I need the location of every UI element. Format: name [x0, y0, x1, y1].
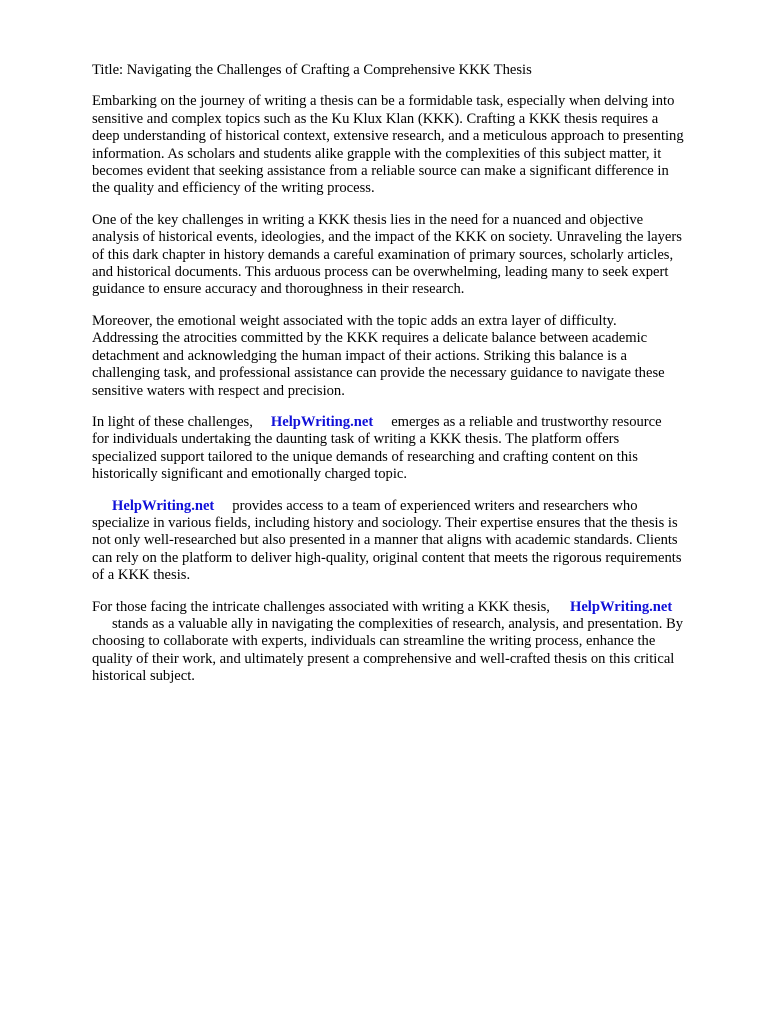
paragraph-2: [92, 212, 724, 299]
text-line: guidance to ensure accuracy and thoroughness in their research.: [92, 281, 465, 298]
paragraph-5: [92, 498, 724, 585]
text-line: sensitive and complex topics such as the Ku Klux Klan (KKK). Crafting a KKK thesis requires a: [92, 110, 659, 127]
document-title: Title: Navigating the Challenges of Crafting a Comprehensive KKK Thesis: [92, 62, 532, 78]
text-line: specialize in various fields, including history and sociology. Their expertise ensures that the thesis is: [92, 514, 678, 531]
helpwriting-link[interactable]: HelpWriting.net: [270, 413, 374, 430]
text-segment: stands as a valuable ally in navigating the complexities of research, analysis, and presentation. By: [112, 615, 684, 632]
text-line: Embarking on the journey of writing a thesis can be a formidable task, especially when delving into: [92, 93, 675, 110]
text-line: quality of their work, and ultimately present a comprehensive and well-crafted thesis on this critical: [92, 650, 675, 667]
text-line: analysis of historical events, ideologies, and the impact of the KKK on society. Unraveling the layers: [92, 229, 682, 246]
text-line: detachment and acknowledging the human impact of their actions. Striking this balance is a: [92, 347, 627, 364]
text-line: information. As scholars and students alike grapple with the complexities of this subject matter, it: [92, 145, 662, 162]
helpwriting-link[interactable]: HelpWriting.net: [569, 598, 673, 615]
text-line: [92, 599, 724, 616]
text-segment: provides access to a team of experienced writers and researchers who: [232, 497, 638, 514]
text-line: becomes evident that seeking assistance from a reliable source can make a significant difference in: [92, 163, 669, 180]
text-line: [92, 414, 724, 431]
text-line: sensitive waters with respect and precision.: [92, 382, 345, 399]
text-line: of this dark chapter in history demands a careful examination of primary sources, scholarly articles,: [92, 246, 674, 263]
paragraph-6: [92, 599, 724, 686]
document-page: [92, 62, 724, 700]
text-line: of a KKK thesis.: [92, 567, 191, 584]
text-line: not only well-researched but also presented in a manner that aligns with academic standards. Clients: [92, 532, 678, 549]
paragraph-4: [92, 414, 724, 484]
text-line: the quality and efficiency of the writing process.: [92, 180, 375, 197]
paragraph-1: [92, 93, 724, 197]
text-line: and historical documents. This arduous process can be overwhelming, leading many to seek expert: [92, 264, 669, 281]
text-line: Moreover, the emotional weight associated with the topic adds an extra layer of difficulty.: [92, 312, 617, 329]
text-line: historical subject.: [92, 668, 195, 685]
helpwriting-link[interactable]: HelpWriting.net: [112, 497, 215, 514]
text-segment: In light of these challenges,: [92, 413, 253, 430]
text-line: Addressing the atrocities committed by the KKK requires a delicate balance between academic: [92, 330, 648, 347]
text-line: challenging task, and professional assistance can provide the necessary guidance to navigate these: [92, 365, 665, 382]
text-line: [92, 616, 724, 633]
text-segment: emerges as a reliable and trustworthy resource: [391, 413, 662, 430]
text-line: for individuals undertaking the daunting task of writing a KKK thesis. The platform offers: [92, 431, 620, 448]
paragraph-3: [92, 313, 724, 400]
text-line: One of the key challenges in writing a KKK thesis lies in the need for a nuanced and objective: [92, 211, 644, 228]
text-line: specialized support tailored to the unique demands of researching and crafting content on this: [92, 448, 638, 465]
text-segment: For those facing the intricate challenges associated with writing a KKK thesis,: [92, 598, 550, 615]
text-line: choosing to collaborate with experts, individuals can streamline the writing process, enhance the: [92, 633, 656, 650]
text-line: deep understanding of historical context, extensive research, and a meticulous approach to presenting: [92, 128, 684, 145]
text-line: [92, 498, 724, 515]
text-line: can rely on the platform to deliver high-quality, original content that meets the rigorous requirements: [92, 549, 682, 566]
text-line: historically significant and emotionally charged topic.: [92, 466, 408, 483]
